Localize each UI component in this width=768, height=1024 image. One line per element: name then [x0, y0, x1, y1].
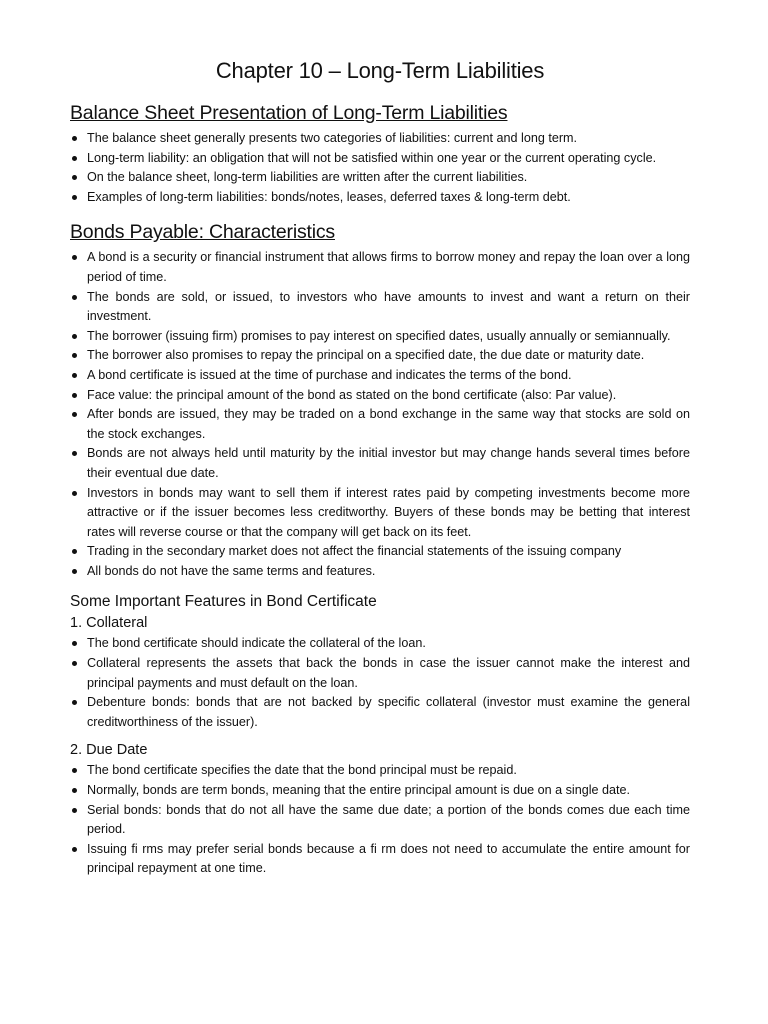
bullet-icon: [72, 549, 77, 554]
bullet-icon: [72, 373, 77, 378]
subheading-collateral: 1. Collateral: [70, 615, 148, 632]
list-item-text: The bond certificate specifies the date that the bond principal must be repaid.: [87, 763, 517, 778]
bonds-payable-bullet-list: [70, 248, 690, 581]
list-item: [70, 288, 690, 327]
bullet-icon: [72, 334, 77, 339]
bullet-icon: [72, 847, 77, 852]
bullet-icon: [72, 569, 77, 574]
section-heading-bond-certificate-features: Some Important Features in Bond Certificate: [70, 593, 377, 611]
list-item: [70, 346, 690, 366]
bullet-icon: [72, 661, 77, 666]
list-item-text: Investors in bonds may want to sell them if interest rates paid by competing investments become more attractive or if the issuer becomes less creditworthy. Buyers of these bonds may be betting that interest rates will reverse course or that the company will get back on its feet.: [87, 485, 690, 539]
list-item-text: The borrower also promises to repay the principal on a specified date, the due date or maturity date.: [87, 348, 645, 363]
list-item-text: All bonds do not have the same terms and features.: [87, 563, 376, 578]
list-item: [70, 654, 690, 693]
list-item-text: Examples of long-term liabilities: bonds/notes, leases, deferred taxes & long-term debt.: [87, 189, 571, 204]
list-item: [70, 405, 690, 444]
list-item: [70, 386, 690, 406]
list-item: [70, 634, 690, 654]
due-date-bullet-list: [70, 761, 690, 879]
list-item: [70, 149, 690, 169]
bullet-icon: [72, 136, 77, 141]
list-item-text: Face value: the principal amount of the bond as stated on the bond certificate (also: Par value).: [87, 387, 617, 402]
bullet-icon: [72, 255, 77, 260]
bullet-icon: [72, 175, 77, 180]
list-item-text: The bonds are sold, or issued, to investors who have amounts to invest and want a return on their investment.: [87, 289, 690, 324]
section-heading-balance-sheet: Balance Sheet Presentation of Long-Term Liabilities: [70, 102, 508, 124]
list-item: [70, 840, 690, 879]
list-item-text: Issuing fi rms may prefer serial bonds because a fi rm does not need to accumulate the entire amount for principal repayment at one time.: [87, 841, 690, 876]
list-item-text: The borrower (issuing firm) promises to pay interest on specified dates, usually annually or semiannually.: [87, 328, 671, 343]
list-item-text: Collateral represents the assets that back the bonds in case the issuer cannot make the interest and principal payments and must default on the loan.: [87, 656, 690, 690]
section-heading-bonds-payable: Bonds Payable: Characteristics: [70, 221, 335, 244]
bullet-icon: [72, 412, 77, 417]
list-item-text: Long-term liability: an obligation that will not be satisfied within one year or the current operating cycle.: [87, 150, 657, 165]
list-item: [70, 327, 690, 347]
list-item-text: A bond certificate is issued at the time of purchase and indicates the terms of the bond.: [87, 367, 572, 382]
list-item-text: Bonds are not always held until maturity by the initial investor but may change hands several times before their eventual due date.: [87, 446, 690, 480]
list-item-text: Trading in the secondary market does not affect the financial statements of the issuing company: [87, 544, 622, 559]
bullet-icon: [72, 393, 77, 398]
list-item-text: After bonds are issued, they may be traded on a bond exchange in the same way that stocks are sold on the stock exchanges.: [87, 407, 690, 441]
list-item: [70, 562, 690, 582]
bullet-icon: [72, 295, 77, 300]
bullet-icon: [72, 195, 77, 200]
list-item: [70, 248, 690, 287]
list-item: [70, 188, 690, 208]
bullet-icon: [72, 156, 77, 161]
list-item-text: On the balance sheet, long-term liabilities are written after the current liabilities.: [87, 170, 528, 185]
list-item-text: Normally, bonds are term bonds, meaning that the entire principal amount is due on a single date.: [87, 783, 631, 798]
list-item: [70, 366, 690, 386]
bullet-icon: [72, 353, 77, 358]
list-item-text: The bond certificate should indicate the collateral of the loan.: [87, 636, 426, 651]
list-item: [70, 781, 690, 801]
bullet-icon: [72, 808, 77, 813]
list-item-text: A bond is a security or financial instrument that allows firms to borrow money and repay the loan over a long period of time.: [87, 250, 690, 284]
list-item-text: Debenture bonds: bonds that are not backed by specific collateral (investor must examine the general creditworthiness of the issuer).: [87, 695, 690, 729]
list-item: [70, 693, 690, 732]
list-item: [70, 801, 690, 840]
bullet-icon: [72, 641, 77, 646]
collateral-bullet-list: [70, 634, 690, 732]
bullet-icon: [72, 700, 77, 705]
list-item: [70, 444, 690, 483]
subheading-due-date: 2. Due Date: [70, 742, 148, 759]
bullet-icon: [72, 768, 77, 773]
list-item-text: The balance sheet generally presents two categories of liabilities: current and long term.: [87, 131, 578, 145]
bullet-icon: [72, 788, 77, 793]
balance-sheet-bullet-list: [70, 129, 690, 207]
page-title: Chapter 10 – Long-Term Liabilities: [215, 58, 545, 83]
list-item: [70, 484, 690, 543]
bullet-icon: [72, 451, 77, 456]
list-item: [70, 542, 690, 562]
list-item: [70, 761, 690, 781]
list-item-text: Serial bonds: bonds that do not all have the same due date; a portion of the bonds comes due each time period.: [87, 802, 690, 837]
list-item: [70, 168, 690, 188]
list-item: [70, 129, 690, 149]
bullet-icon: [72, 491, 77, 496]
